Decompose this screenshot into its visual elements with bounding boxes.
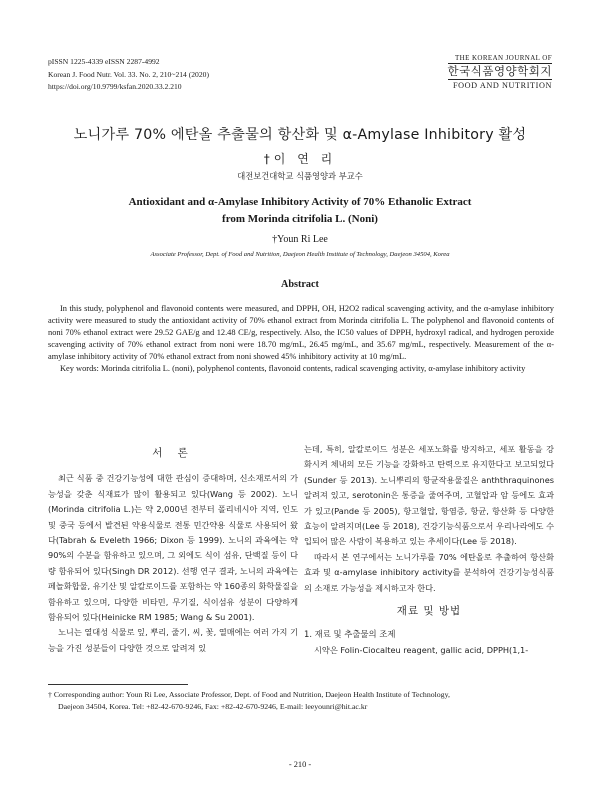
abstract-heading: Abstract xyxy=(281,279,319,290)
page-number: - 210 - xyxy=(288,760,312,769)
footnote-line-1: † Corresponding author: Youn Ri Lee, Associate Professor, Dept. of Food and Nutrition, Daejeon Health Institute of Technology, xyxy=(48,690,450,699)
intro-paragraph-2-continued: 는데, 특히, 알칼로이드 성분은 세포노화를 방지하고, 세포 활동을 강화시켜 체내의 모든 기능을 강화하고 탄력으로 유지한다고 보고되었다(Sunder 등 2013). 노니뿌리의 항균작용물질은 anththraquinones 알려져 있고, serotonin은 통증을 줄여주며, 고혈압과 암 등에도 효과가 있고(Pande 등 2005), 항고혈압, 항염증, 항균, 항산화 등 다양한 효능이 알려지며(Lee 등 2018), 건강기능식품으로서 우리나라에도 수입되어 많은 사람이 복용하고 있는 추세이다(Lee 등 2018). xyxy=(304,444,554,547)
abstract-body xyxy=(48,303,554,374)
journal-name-ko: 한국식품영양학회지 xyxy=(447,64,552,78)
title-korean: 노니가루 70% 에탄올 추출물의 항산화 및 α-Amylase Inhibitory 활성 xyxy=(73,127,527,143)
title-english-line2: from Morinda citrifolia L. (Noni) xyxy=(222,213,378,225)
journal-name-en-bottom: FOOD AND NUTRITION xyxy=(448,79,552,90)
author-korean: †이 연 리 xyxy=(263,152,337,166)
intro-paragraph-1: 최근 식품 중 건강기능성에 대한 관심이 증대하며, 신소재로서의 가능성을 갖춘 식재료가 많이 활용되고 있다(Wang 등 2002). 노니(Morinda citrifolia L.)는 약 2,000년 전부터 폴리네시아 지역, 인도 및 중국 등에서 발견된 약용식물로 전통 민간약용 식물로 사용되어 왔다(Tabrah & Eveleth 1966; Dixon 등 1999). 노니의 과육에는 약 90%의 수분을 함유하고 있으며, 그 외에도 식이 섬유, 단백질 등이 다량 함유되어 있다(Singh DR 2012). 선행 연구 결과, 노니의 과육에는 페놀화합물, 유기산 및 알칼로이드를 포함하는 약 160종의 화학물질을 함유하고 있으며, 다양한 비타민, 무기질, 식이섬유 성분이 다양하게 함유되어 있다(Heinicke RM 1985; Wang & Su 2001). xyxy=(48,473,298,623)
issn-line: pISSN 1225-4339 eISSN 2287-4992 xyxy=(48,57,160,66)
abstract-text: In this study, polyphenol and flavonoid contents were measured, and DPPH, OH, H2O2 radical scavenging activity, and the α-amylase inhibitory activity were measured to study the antioxidant activity of 70% ethanol extract from Morinda citrifolia L. The polyphenol and flavonoid contents of noni 70% ethanol extract were 29.52 GAE/g and 12.48 CE/g, respectively. Also, the IC50 values of DPPH, hydroxyl radical, and hydrogen peroxide scavenging activity of 70% ethanol extract from noni were 18.70 mg/mL, 26.45 mg/mL, and 35.67 mg/mL, respectively. Measurement of the α-amylase inhibitory activity of 70% ethanol extract from noni showed 45% inhibitory activity at 10 mg/mL. xyxy=(48,304,554,361)
affiliation-korean: 대전보건대학교 식품영양과 부교수 xyxy=(237,171,363,181)
footnote-divider xyxy=(48,684,188,685)
title-english xyxy=(0,194,600,228)
doi-link[interactable]: https://doi.org/10.9799/ksfan.2020.33.2.210 xyxy=(48,82,182,91)
corresponding-author-footnote xyxy=(48,689,558,712)
methods-paragraph-1: 시약은 Folin-Ciocalteu reagent, gallic acid, DPPH(1,1- xyxy=(314,644,529,655)
title-english-line1: Antioxidant and α-Amylase Inhibitory Activity of 70% Ethanolic Extract xyxy=(128,196,472,208)
author-english: †Youn Ri Lee xyxy=(272,234,328,245)
column-left xyxy=(48,444,298,656)
journal-name-en-top: THE KOREAN JOURNAL OF xyxy=(448,54,552,64)
citation-header xyxy=(48,56,209,94)
citation-line: Korean J. Food Nutr. Vol. 33. No. 2, 210~214 (2020) xyxy=(48,69,209,79)
column-right xyxy=(304,442,554,658)
methods-heading: 재료 및 방법 xyxy=(396,605,462,618)
intro-heading: 서 론 xyxy=(152,447,194,459)
methods-subheading-1: 1. 재료 및 추출물의 조제 xyxy=(304,629,396,640)
keywords: Key words: Morinda citrifolia L. (noni), polyphenol contents, flavonoid contents, radical scavenging activity, α-amylase inhibitory activity xyxy=(60,363,526,373)
intro-paragraph-3: 따라서 본 연구에서는 노니가루를 70% 에탄올로 추출하여 항산화 효과 및 α-amylase inhibitory activity를 분석하여 건강기능성식품의 소재로 가능성을 제시하고자 한다. xyxy=(304,551,554,593)
affiliation-english: Associate Professor, Dept. of Food and Nutrition, Daejeon Health Institute of Technology, Daejeon 34504, Korea xyxy=(150,251,450,258)
footnote-line-2: Daejeon 34504, Korea. Tel: +82-42-670-9246, Fax: +82-42-670-9246, E-mail: leeyounri@hit.ac.kr xyxy=(58,701,368,711)
journal-logo xyxy=(448,54,552,90)
intro-paragraph-2: 노니는 열대성 식물로 잎, 뿌리, 줄기, 씨, 꽃, 열매에는 여러 가지 기능을 가진 성분들이 다양한 것으로 알려져 있 xyxy=(48,627,298,653)
